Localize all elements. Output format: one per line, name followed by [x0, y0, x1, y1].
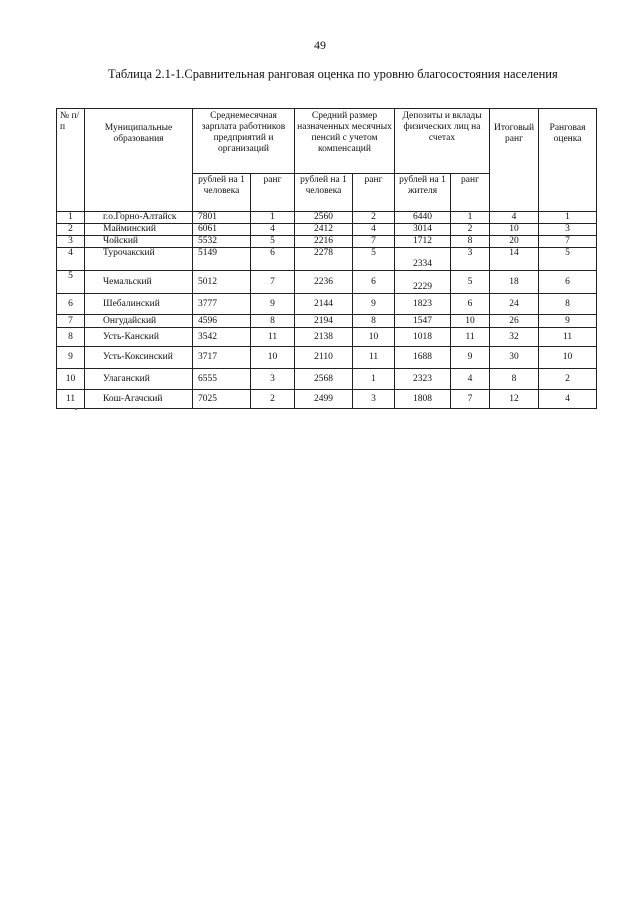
table-row	[57, 224, 597, 236]
cell-deposits-rank: 7	[451, 390, 490, 409]
cell-salary: 5532	[193, 236, 251, 248]
cell-num: 7	[57, 315, 85, 328]
cell-pension-rank: 7	[353, 236, 395, 248]
cell-salary: 6061	[193, 224, 251, 236]
cell-salary: 3542	[193, 328, 251, 347]
cell-deposits: 1547	[395, 315, 451, 328]
cell-salary-rank: 3	[251, 369, 295, 390]
header-municipality: Муниципальные образования	[85, 109, 193, 212]
cell-deposits: 2229	[395, 271, 451, 294]
cell-salary-rank: 6	[251, 248, 295, 271]
cell-total-rank: 24	[490, 294, 539, 315]
table-row	[57, 328, 597, 347]
table-row	[57, 347, 597, 369]
table-row	[57, 390, 597, 409]
table-row	[57, 294, 597, 315]
cell-pension-rank: 10	[353, 328, 395, 347]
cell-total-rank: 26	[490, 315, 539, 328]
cell-rank-score: 11	[539, 328, 597, 347]
cell-deposits-rank: 6	[451, 294, 490, 315]
cell-salary-rank: 1	[251, 212, 295, 224]
cell-pension: 2138	[295, 328, 353, 347]
table-row	[57, 248, 597, 271]
header-salary-unit: рублей на 1 человека	[193, 174, 251, 212]
cell-total-rank: 14	[490, 248, 539, 271]
header-num: № п/ п	[57, 109, 85, 212]
cell-pension: 2236	[295, 271, 353, 294]
header-rank-score: Ранговая оценка	[539, 109, 597, 212]
cell-salary: 7025	[193, 390, 251, 409]
cell-pension-rank: 8	[353, 315, 395, 328]
table-row	[57, 212, 597, 224]
cell-rank-score: 6	[539, 271, 597, 294]
cell-salary: 3777	[193, 294, 251, 315]
cell-pension: 2194	[295, 315, 353, 328]
cell-deposits: 1018	[395, 328, 451, 347]
cell-pension-rank: 1	[353, 369, 395, 390]
cell-num: 5	[57, 271, 85, 294]
table-row	[57, 236, 597, 248]
cell-total-rank: 20	[490, 236, 539, 248]
cell-deposits: 1808	[395, 390, 451, 409]
cell-municipality: Майминский	[85, 224, 193, 236]
cell-total-rank: 10	[490, 224, 539, 236]
cell-pension-rank: 4	[353, 224, 395, 236]
cell-num: 3	[57, 236, 85, 248]
cell-salary: 3717	[193, 347, 251, 369]
cell-num: 4	[57, 248, 85, 271]
cell-pension: 2412	[295, 224, 353, 236]
cell-deposits-rank: 3	[451, 248, 490, 271]
cell-salary-rank: 8	[251, 315, 295, 328]
cell-rank-score: 9	[539, 315, 597, 328]
header-salary-rank: ранг	[251, 174, 295, 212]
table-row	[57, 271, 597, 294]
table-row	[57, 369, 597, 390]
header-row-main	[57, 109, 597, 174]
cell-pension-rank: 2	[353, 212, 395, 224]
cell-pension: 2499	[295, 390, 353, 409]
cell-rank-score: 1	[539, 212, 597, 224]
cell-deposits-rank: 1	[451, 212, 490, 224]
cell-rank-score: 8	[539, 294, 597, 315]
cell-deposits-rank: 2	[451, 224, 490, 236]
cell-municipality: Турочакский	[85, 248, 193, 271]
cell-pension: 2278	[295, 248, 353, 271]
cell-rank-score: 3	[539, 224, 597, 236]
header-total-rank: Итоговый ранг	[490, 109, 539, 212]
cell-municipality: Шебалинский	[85, 294, 193, 315]
page-number: 49	[314, 38, 326, 52]
cell-pension: 2560	[295, 212, 353, 224]
cell-municipality: Усть-Коксинский	[85, 347, 193, 369]
cell-salary-rank: 7	[251, 271, 295, 294]
cell-pension: 2110	[295, 347, 353, 369]
cell-municipality: Кош-Агачский	[85, 390, 193, 409]
cell-salary-rank: 9	[251, 294, 295, 315]
header-pension-unit: рублей на 1 человека	[295, 174, 353, 212]
cell-deposits-rank: 8	[451, 236, 490, 248]
cell-municipality: Чойский	[85, 236, 193, 248]
cell-num: 6	[57, 294, 85, 315]
cell-salary: 5149	[193, 248, 251, 271]
cell-num: 10	[57, 369, 85, 390]
cell-num: 8	[57, 328, 85, 347]
cell-municipality: Онгудайский	[85, 315, 193, 328]
cell-total-rank: 30	[490, 347, 539, 369]
cell-pension-rank: 3	[353, 390, 395, 409]
cell-municipality: Усть-Канский	[85, 328, 193, 347]
cell-salary: 5012	[193, 271, 251, 294]
cell-municipality: Чемальский	[85, 271, 193, 294]
stray-dot	[75, 408, 77, 410]
cell-salary: 6555	[193, 369, 251, 390]
cell-deposits-rank: 10	[451, 315, 490, 328]
cell-pension-rank: 6	[353, 271, 395, 294]
cell-rank-score: 10	[539, 347, 597, 369]
cell-deposits: 1823	[395, 294, 451, 315]
cell-pension: 2216	[295, 236, 353, 248]
cell-deposits: 2334	[395, 248, 451, 271]
cell-municipality: Улаганский	[85, 369, 193, 390]
header-deposits: Депозиты и вклады физических лиц на счетах	[395, 109, 490, 174]
cell-deposits-rank: 11	[451, 328, 490, 347]
cell-deposits: 6440	[395, 212, 451, 224]
cell-total-rank: 18	[490, 271, 539, 294]
cell-municipality: г.о.Горно-Алтайск	[85, 212, 193, 224]
cell-num: 9	[57, 347, 85, 369]
cell-rank-score: 4	[539, 390, 597, 409]
header-salary: Среднемесячная зарплата работников предприятий и организаций	[193, 109, 295, 174]
cell-num: 1	[57, 212, 85, 224]
cell-num: 2	[57, 224, 85, 236]
cell-salary-rank: 11	[251, 328, 295, 347]
cell-rank-score: 7	[539, 236, 597, 248]
cell-salary-rank: 5	[251, 236, 295, 248]
header-pension: Средний размер назначенных месячных пенсий с учетом компенсаций	[295, 109, 395, 174]
cell-num: 11	[57, 390, 85, 409]
cell-pension: 2144	[295, 294, 353, 315]
cell-salary-rank: 2	[251, 390, 295, 409]
cell-deposits-rank: 5	[451, 271, 490, 294]
header-deposits-unit: рублей на 1 жителя	[395, 174, 451, 212]
table-caption: Таблица 2.1-1.Сравнительная ранговая оценка по уровню благосостояния населения	[108, 67, 558, 81]
cell-pension-rank: 5	[353, 248, 395, 271]
cell-total-rank: 12	[490, 390, 539, 409]
cell-deposits: 1688	[395, 347, 451, 369]
cell-salary: 7801	[193, 212, 251, 224]
cell-deposits: 1712	[395, 236, 451, 248]
cell-pension-rank: 11	[353, 347, 395, 369]
cell-salary-rank: 10	[251, 347, 295, 369]
cell-total-rank: 4	[490, 212, 539, 224]
cell-pension: 2568	[295, 369, 353, 390]
cell-deposits-rank: 4	[451, 369, 490, 390]
cell-rank-score: 5	[539, 248, 597, 271]
cell-deposits: 3014	[395, 224, 451, 236]
cell-deposits-rank: 9	[451, 347, 490, 369]
cell-total-rank: 32	[490, 328, 539, 347]
cell-total-rank: 8	[490, 369, 539, 390]
cell-salary-rank: 4	[251, 224, 295, 236]
header-pension-rank: ранг	[353, 174, 395, 212]
cell-rank-score: 2	[539, 369, 597, 390]
header-deposits-rank: ранг	[451, 174, 490, 212]
cell-pension-rank: 9	[353, 294, 395, 315]
cell-deposits: 2323	[395, 369, 451, 390]
cell-salary: 4596	[193, 315, 251, 328]
table-row	[57, 315, 597, 328]
ranking-table	[56, 108, 597, 409]
